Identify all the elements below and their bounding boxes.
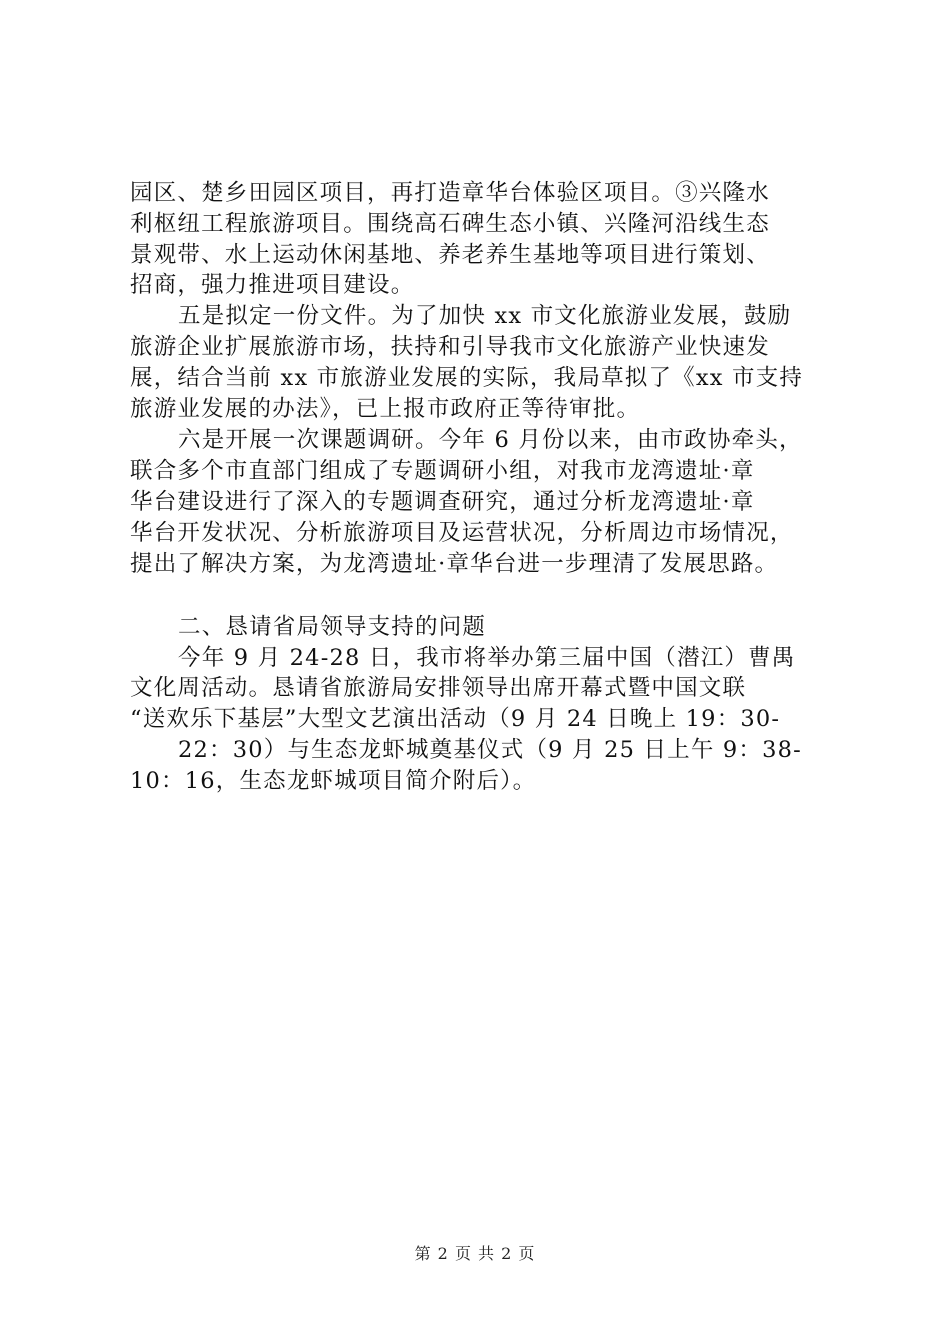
paragraph-line: 展，结合当前 xx 市旅游业发展的实际，我局草拟了《xx 市支持 <box>130 365 804 391</box>
paragraph-line: 五是拟定一份文件。为了加快 xx 市文化旅游业发展，鼓励 <box>178 303 792 329</box>
paragraph-line: 利枢纽工程旅游项目。围绕高石碑生态小镇、兴隆河沿线生态 <box>130 211 770 237</box>
paragraph-line: 22：30）与生态龙虾城奠基仪式（9 月 25 日上午 9：38- <box>178 737 802 763</box>
paragraph-line: 六是开展一次课题调研。今年 6 月份以来，由市政协牵头， <box>178 427 803 453</box>
paragraph-line: 提出了解决方案，为龙湾遗址·章华台进一步理清了发展思路。 <box>130 551 779 577</box>
paragraph-line: 招商，强力推进项目建设。 <box>130 272 415 298</box>
paragraph-line: “送欢乐下基层”大型文艺演出活动（9 月 24 日晚上 19：30- <box>130 706 781 732</box>
paragraph-line: 旅游业发展的办法》，已上报市政府正等待审批。 <box>130 396 641 422</box>
paragraph-line: 文化周活动。恳请省旅游局安排领导出席开幕式暨中国文联 <box>130 675 747 701</box>
paragraph-line: 园区、楚乡田园区项目，再打造章华台体验区项目。③兴隆水 <box>130 180 770 206</box>
page-footer: 第 2 页 共 2 页 <box>414 1244 536 1263</box>
paragraph-line: 旅游企业扩展旅游市场，扶持和引导我市文化旅游产业快速发 <box>130 334 770 360</box>
paragraph-line: 联合多个市直部门组成了专题调研小组，对我市龙湾遗址·章 <box>130 458 755 484</box>
paragraph-line: 景观带、水上运动休闲基地、养老养生基地等项目进行策划、 <box>130 242 770 268</box>
paragraph-line: 华台开发状况、分析旅游项目及运营状况，分析周边市场情况， <box>130 520 794 546</box>
section-heading: 二、恳请省局领导支持的问题 <box>178 614 487 640</box>
paragraph-line: 10：16，生态龙虾城项目简介附后）。 <box>130 768 537 794</box>
paragraph-line: 华台建设进行了深入的专题调查研究，通过分析龙湾遗址·章 <box>130 489 755 515</box>
paragraph-line: 今年 9 月 24-28 日，我市将举办第三届中国（潜江）曹禺 <box>178 645 796 671</box>
